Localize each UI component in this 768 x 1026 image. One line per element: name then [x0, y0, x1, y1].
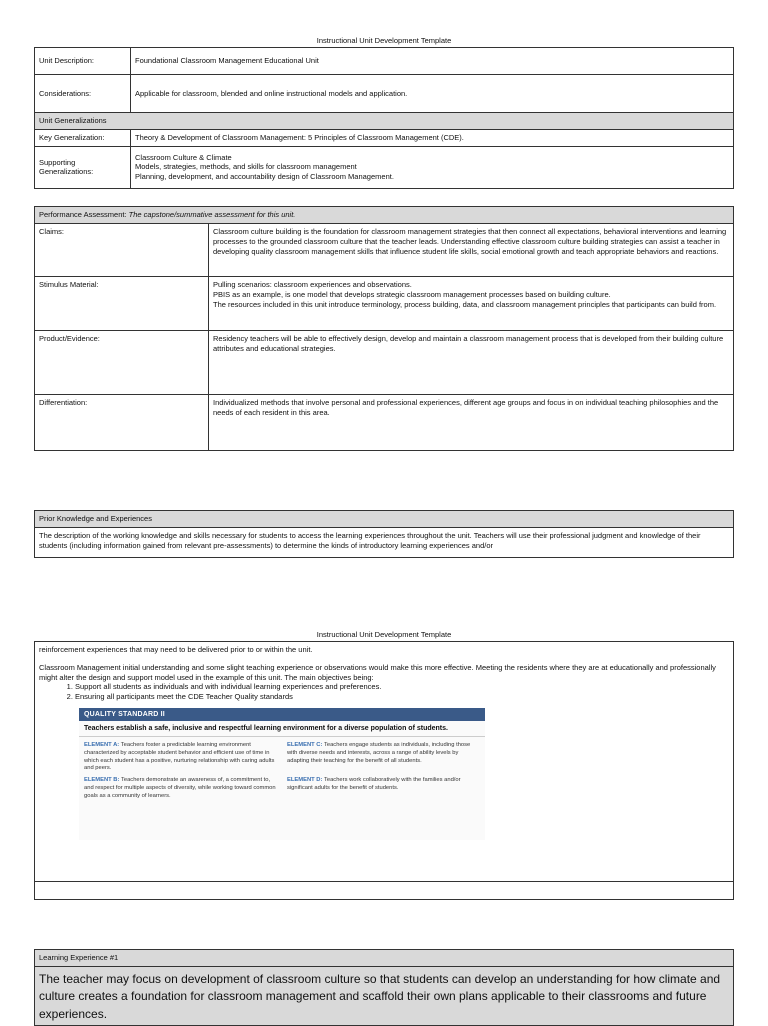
- quality-standard-header: QUALITY STANDARD II: [79, 708, 485, 721]
- page-title-2: Instructional Unit Development Template: [316, 630, 452, 639]
- stimulus-material-value: [209, 277, 734, 331]
- claims-value: Classroom culture building is the foundation for classroom management strategies that then connect all expectations, behavioral interventions and learning processes to the grounded classroom culture that the teacher leads. Understanding effective classroom culture building strategies can assist a teacher in developing quality classroom management skills that influence student life skills, social emotional growth and teach appropriate behaviors and reactions.: [209, 224, 734, 277]
- claims-label: Claims:: [35, 224, 209, 277]
- quality-standard-elements: [79, 737, 485, 806]
- stimulus-item: Pulling scenarios: classroom experiences and observations.: [213, 280, 412, 289]
- performance-assessment-label: Performance Assessment:: [39, 210, 127, 220]
- learning-experience-header: Learning Experience #1: [35, 950, 734, 967]
- unit-generalizations-header: Unit Generalizations: [35, 113, 734, 130]
- learning-experience-table: [34, 949, 734, 1026]
- considerations-label: Considerations:: [35, 75, 131, 113]
- differentiation-value: Individualized methods that involve personal and professional experiences, different age groups and focus in on individual teaching philosophies and the needs of each resident in this area.: [209, 395, 734, 451]
- page-title: Instructional Unit Development Template: [316, 36, 452, 45]
- element-b: [84, 777, 277, 800]
- stimulus-item: PBIS as an example, is one model that develops strategic classroom management processes based on building culture.: [213, 289, 611, 299]
- prior-knowledge-continued-table: [34, 641, 734, 900]
- objective-item: 2. Ensuring all participants meet the CDE Teacher Quality standards: [75, 692, 729, 702]
- supporting-generalizations-value: [131, 146, 734, 188]
- element-a: [84, 742, 277, 773]
- learning-experience-text: The teacher may focus on development of classroom culture so that students can develop an understanding for how climate and culture creates a foundation for classroom management and scaffold their own plans applicable to their classrooms and future experiences.: [35, 966, 734, 1025]
- supporting-item: Models, strategies, methods, and skills for classroom management: [135, 162, 357, 172]
- element-c-text: Teachers engage students as individuals, including those with diverse needs and interests, across a range of ability levels by adapting their teaching for the benefit of all students.: [287, 741, 471, 764]
- unit-description-value: Foundational Classroom Management Educational Unit: [131, 48, 734, 75]
- supporting-generalizations-label: Supporting Generalizations:: [35, 146, 131, 188]
- performance-assessment-header: [35, 207, 734, 224]
- element-a-name: ELEMENT A:: [84, 741, 120, 748]
- element-c: [287, 742, 480, 773]
- performance-assessment-note: The capstone/summative assessment for this unit.: [128, 210, 296, 220]
- key-generalization-label: Key Generalization:: [35, 129, 131, 146]
- element-d-text: Teachers work collaboratively with the families and/or significant adults for the benefit of students.: [287, 777, 461, 791]
- supporting-item: Planning, development, and accountability design of Classroom Management.: [135, 172, 394, 182]
- empty-row: [35, 882, 734, 900]
- element-d: [287, 777, 480, 800]
- stimulus-item: The resources included in this unit introduce terminology, process building, data, and classroom management principles that participants can build from.: [213, 299, 717, 309]
- key-generalization-value: Theory & Development of Classroom Management: 5 Principles of Classroom Management (CDE).: [131, 129, 734, 146]
- prior-knowledge-text: The description of the working knowledge and skills necessary for students to access the learning experiences throughout the unit. Teachers will use their professional judgment and knowledge of their students (including information gained from relevant pre-assessments) to determine the kinds of introductory learning experiences and/or: [35, 528, 734, 558]
- objective-item: 1. Support all students as individuals and with individual learning experiences and preferences.: [75, 682, 729, 692]
- quality-standard-subtitle: Teachers establish a safe, inclusive and respectful learning environment for a diverse population of students.: [79, 721, 485, 737]
- prior-knowledge-header: Prior Knowledge and Experiences: [35, 511, 734, 528]
- unit-description-label: Unit Description:: [35, 48, 131, 75]
- element-a-text: Teachers foster a predictable learning environment characterized by acceptable student behavior and efficient use of time in which each student has a positive, nurturing relationship with caring adults and peers.: [84, 741, 275, 772]
- differentiation-label: Differentiation:: [35, 395, 209, 451]
- stimulus-material-label: Stimulus Material:: [35, 277, 209, 331]
- product-evidence-value: Residency teachers will be able to effectively design, develop and maintain a classroom management process that is developed from their building culture attributes and educational strategies.: [209, 331, 734, 395]
- prior-knowledge-continued: [35, 642, 734, 882]
- element-b-name: ELEMENT B:: [84, 777, 120, 784]
- element-d-name: ELEMENT D:: [287, 777, 323, 784]
- considerations-value: Applicable for classroom, blended and online instructional models and application.: [131, 75, 734, 113]
- performance-table: [34, 206, 734, 451]
- continuation-text: reinforcement experiences that may need to be delivered prior to or within the unit.: [39, 645, 313, 654]
- unit-table: [34, 47, 734, 189]
- quality-standard-image: [79, 708, 485, 840]
- product-evidence-label: Product/Evidence:: [35, 331, 209, 395]
- element-b-text: Teachers demonstrate an awareness of, a commitment to, and respect for multiple aspects of diversity, while working toward common goals as a community of learners.: [84, 777, 276, 799]
- objectives-paragraph: Classroom Management initial understanding and some slight teaching experience or observations would make this more effective. Meeting the residents where they are at educationally and professionally might alter the design and support model used in the example of this unit. The main objectives being:: [39, 662, 716, 682]
- objectives-list: [39, 682, 729, 702]
- supporting-item: Classroom Culture & Climate: [135, 152, 232, 162]
- element-c-name: ELEMENT C:: [287, 741, 323, 748]
- prior-knowledge-table: [34, 510, 734, 558]
